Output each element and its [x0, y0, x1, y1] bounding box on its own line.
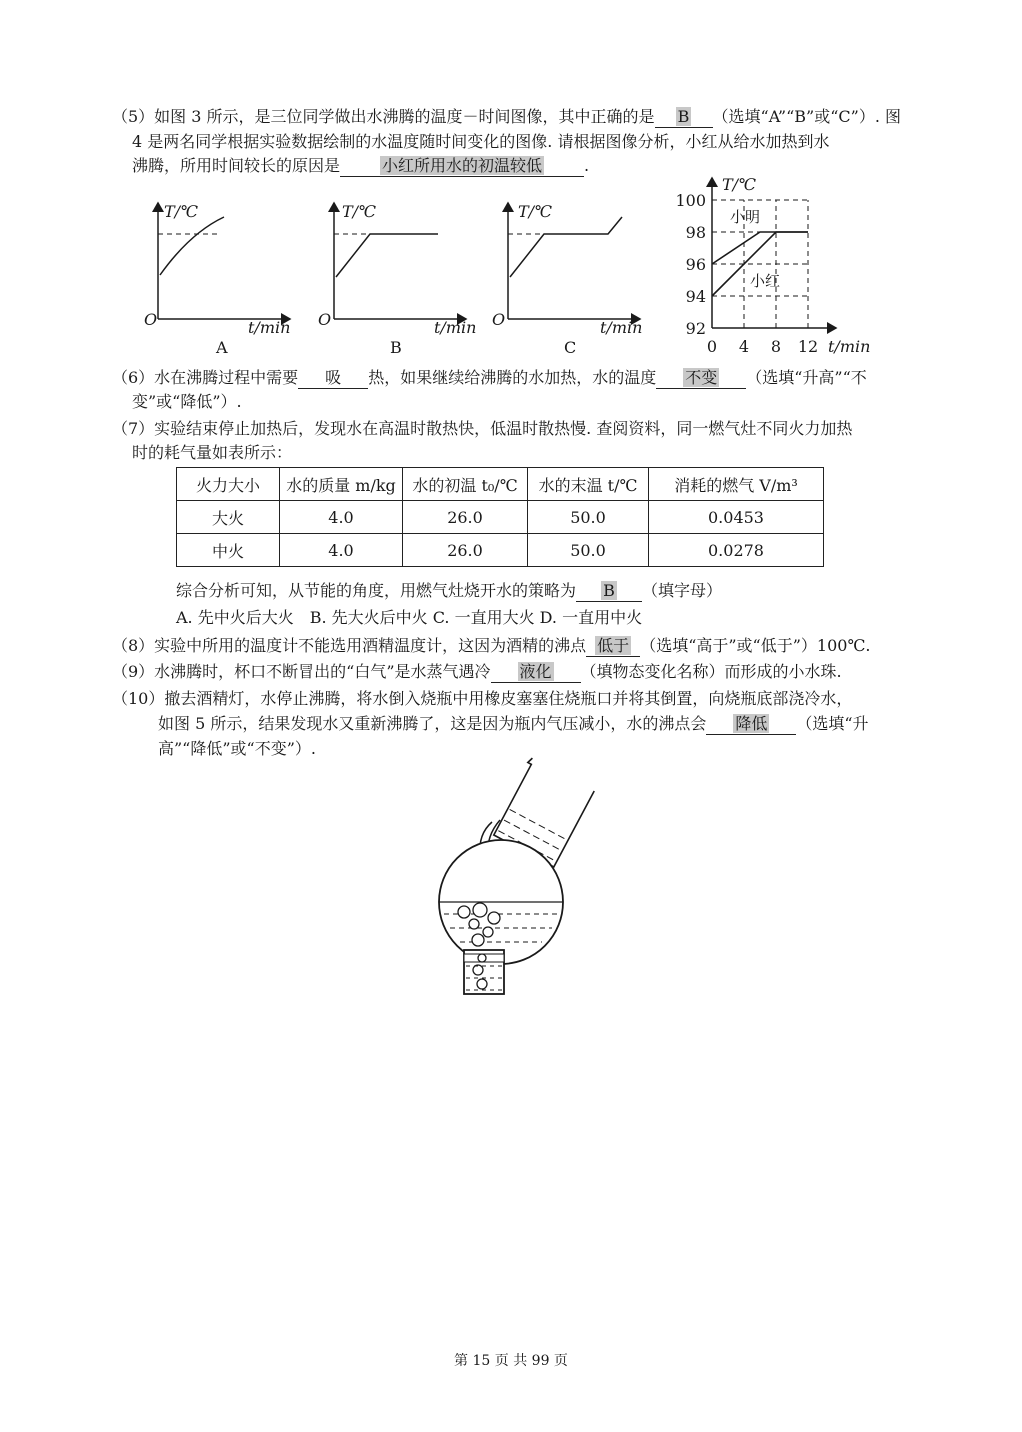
q6-line2: 变”或“降低”）.	[132, 392, 242, 411]
graph-b-caption: B	[390, 338, 402, 357]
graph-c-ylabel: T/℃	[518, 202, 552, 221]
graph-c	[490, 195, 643, 357]
graph-c-origin: O	[492, 310, 506, 329]
q7-answer: B	[576, 581, 642, 602]
y-tick-label: 94	[685, 287, 706, 306]
table-cell: 26.0	[403, 501, 528, 534]
q8-text: （8）实验中所用的温度计不能选用酒精温度计，这因为酒精的沸点	[112, 636, 587, 655]
x-tick-label: 12	[797, 337, 819, 356]
q6-line1	[112, 367, 867, 389]
graph-a-xlabel: t/min	[248, 318, 291, 337]
table-cell: 大火	[177, 501, 280, 534]
y-tick-label: 100	[675, 191, 706, 210]
y-tick-label: 96	[685, 255, 706, 274]
q7-line1: （7）实验结束停止加热后，发现水在高温时散热快，低温时散热慢. 查阅资料，同一燃气灶不同火力加热	[112, 419, 853, 438]
q6-answer-1: 吸	[298, 368, 368, 389]
table-cell: 中火	[177, 534, 280, 567]
y-tick-label: 98	[685, 223, 706, 242]
table-cell: 26.0	[403, 534, 528, 567]
fuel-consumption-table	[176, 467, 824, 567]
q8-answer: 低于	[586, 636, 640, 657]
graph-b-origin: O	[318, 310, 332, 329]
series-label: 小红	[750, 272, 781, 290]
q5-line2: 4 是两名同学根据实验数据绘制的水温度随时间变化的图像. 请根据图像分析，小红从给水加热到水	[132, 132, 830, 151]
table-header: 水的末温 t/℃	[528, 468, 649, 501]
q7-text: （填字母）	[642, 581, 723, 600]
table-cell: 50.0	[528, 501, 649, 534]
q10-line3: 高”“降低”或“不变”）.	[158, 739, 316, 758]
y-tick-label: 92	[685, 319, 706, 338]
q9-answer: 液化	[491, 662, 581, 683]
q6-answer-2: 不变	[656, 368, 746, 389]
series-label: 小明	[730, 208, 761, 226]
table-cell: 0.0278	[649, 534, 824, 567]
table-row	[177, 534, 824, 567]
table-header: 水的质量 m/kg	[280, 468, 403, 501]
q9-text: （9）水沸腾时，杯口不断冒出的“白气”是水蒸气遇冷	[112, 662, 491, 681]
graph-c-xlabel: t/min	[600, 318, 643, 337]
table-header-row	[177, 468, 824, 501]
q5-answer-1: B	[655, 107, 713, 128]
table-header: 水的初温 t₀/℃	[403, 468, 528, 501]
graph-b-xlabel: t/min	[434, 318, 477, 337]
q5-text: （5）如图 3 所示，是三位同学做出水沸腾的温度－时间图像，其中正确的是	[112, 107, 655, 126]
table-cell: 50.0	[528, 534, 649, 567]
q9-text: （填物态变化名称）而形成的小水珠.	[580, 662, 842, 681]
q7-line2: 时的耗气量如表所示：	[132, 443, 293, 462]
q5-text: （选填“A”“B”或“C”）. 图	[712, 107, 902, 126]
x-tick-label: 4	[738, 337, 750, 356]
inverted-flask-figure	[430, 762, 600, 998]
graph-b-ylabel: T/℃	[342, 202, 376, 221]
q5-line1	[112, 106, 901, 128]
q5-text: .	[584, 156, 590, 175]
table-cell: 0.0453	[649, 501, 824, 534]
q7-options: A. 先中火后大火 B. 先大火后中火 C. 一直用大火 D. 一直用中火	[176, 608, 643, 627]
graph-a-ylabel: T/℃	[164, 202, 198, 221]
q7-text: 综合分析可知，从节能的角度，用燃气灶烧开水的策略为	[176, 581, 577, 600]
table-header: 火力大小	[177, 468, 280, 501]
q10-answer: 降低	[706, 714, 796, 735]
q10-line2	[158, 713, 869, 735]
q5-line3	[132, 155, 589, 177]
q6-text: 热，如果继续给沸腾的水加热，水的温度	[368, 368, 657, 387]
table-cell: 4.0	[280, 534, 403, 567]
q6-text: （6）水在沸腾过程中需要	[112, 368, 299, 387]
temperature-time-chart	[675, 175, 886, 362]
q5-text: 沸腾，所用时间较长的原因是	[132, 156, 341, 175]
graph-c-caption: C	[564, 338, 577, 357]
q8-text: （选填“高于”或“低于”）100℃.	[640, 636, 871, 655]
q8-line	[112, 635, 870, 657]
q10-line1: （10）撤去酒精灯，水停止沸腾，将水倒入烧瓶中用橡皮塞塞住烧瓶口并将其倒置，向烧瓶底部浇冷水，	[112, 689, 853, 708]
table-header: 消耗的燃气 V/m³	[649, 468, 824, 501]
table-row	[177, 501, 824, 534]
graph-a-caption: A	[216, 338, 228, 357]
x-axis-label: t/min	[828, 337, 871, 356]
graph-a	[140, 195, 291, 357]
x-tick-label: 8	[770, 337, 782, 356]
q9-line	[112, 661, 842, 683]
table-cell: 4.0	[280, 501, 403, 534]
q10-text: 如图 5 所示，结果发现水又重新沸腾了，这是因为瓶内气压减小，水的沸点会	[158, 714, 707, 733]
q5-answer-2: 小红所用水的初温较低	[340, 156, 584, 177]
y-axis-label: T/℃	[722, 175, 756, 194]
q10-text: （选填“升	[796, 714, 869, 733]
x-tick-label: 0	[706, 337, 718, 356]
q6-text: （选填“升高”“不	[746, 368, 867, 387]
page-footer: 第 15 页 共 99 页	[454, 1353, 568, 1369]
q7-summary	[176, 580, 722, 602]
graph-b	[316, 195, 477, 357]
graph-a-origin: O	[144, 310, 158, 329]
